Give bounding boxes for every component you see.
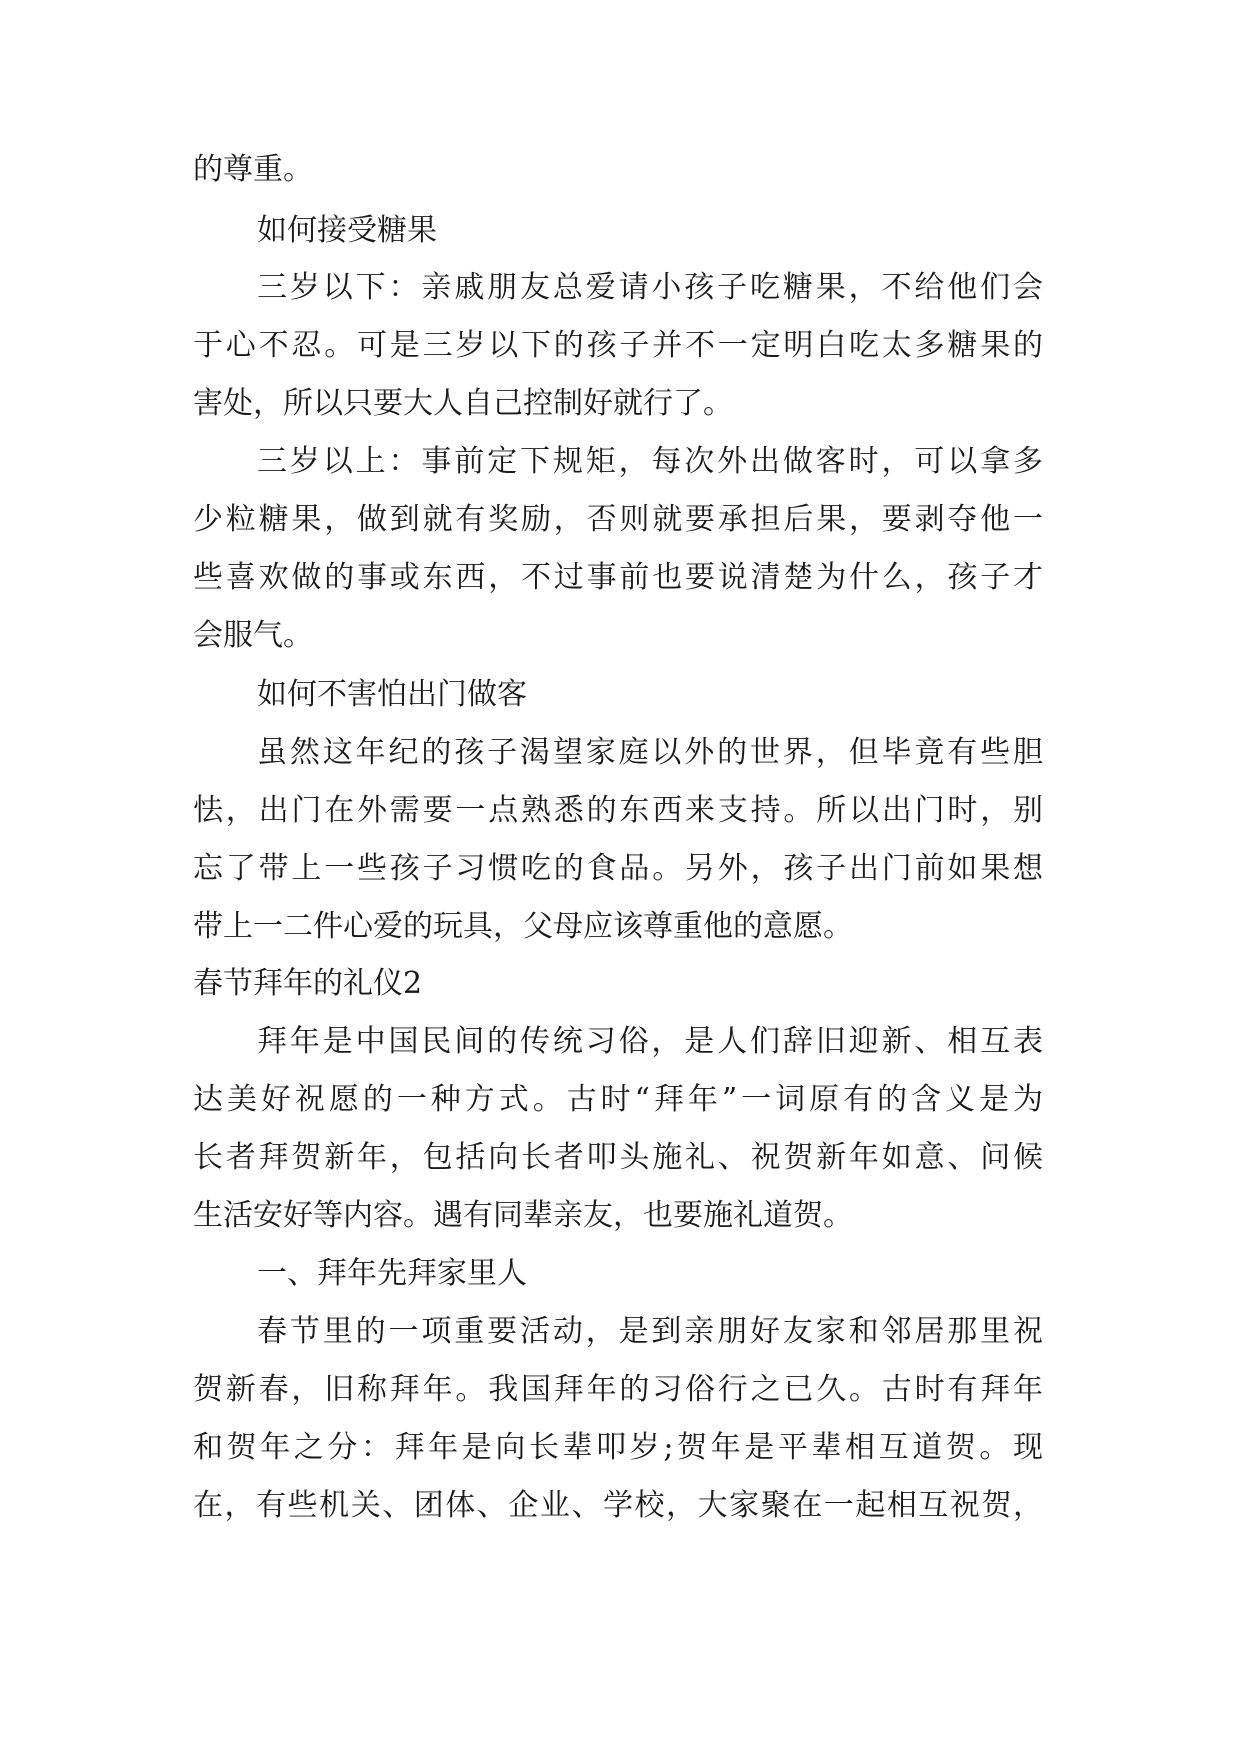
text-line: 生活安好等内容。遇有同辈亲友，也要施礼道贺。: [193, 1198, 853, 1233]
text-line: 长者拜贺新年，包括向长者叩头施礼、祝贺新年如意、问候: [193, 1140, 1043, 1175]
text-line: 的尊重。: [193, 152, 313, 187]
text-line: 于心不忍。可是三岁以下的孩子并不一定明白吃太多糖果的: [193, 328, 1043, 363]
text-line: 虽然这年纪的孩子渴望家庭以外的世界，但毕竟有些胆: [257, 735, 1043, 770]
text-line: 带上一二件心爱的玩具，父母应该尊重他的意愿。: [193, 909, 853, 944]
text-line: 三岁以上：事前定下规矩，每次外出做客时，可以拿多: [257, 444, 1043, 479]
text-line: 会服气。: [193, 618, 313, 653]
text-line: 贺新春，旧称拜年。我国拜年的习俗行之已久。古时有拜年: [193, 1372, 1043, 1407]
text-line: 拜年是中国民间的传统习俗，是人们辞旧迎新、相互表: [257, 1024, 1043, 1059]
text-line: 春节里的一项重要活动，是到亲朋好友家和邻居那里祝: [257, 1314, 1043, 1349]
section-heading: 一、拜年先拜家里人: [257, 1256, 527, 1291]
text-line: 达美好祝愿的一种方式。古时“拜年”一词原有的含义是为: [193, 1082, 1043, 1117]
section-heading: 如何接受糖果: [257, 213, 437, 248]
text-line: 和贺年之分：拜年是向长辈叩岁;贺年是平辈相互道贺。现: [193, 1430, 1043, 1465]
text-line: 三岁以下：亲戚朋友总爱请小孩子吃糖果，不给他们会: [257, 270, 1043, 305]
text-line: 害处，所以只要大人自己控制好就行了。: [193, 386, 733, 421]
text-line: 些喜欢做的事或东西，不过事前也要说清楚为什么，孩子才: [193, 560, 1043, 595]
article-title: 春节拜年的礼仪2: [193, 966, 423, 1001]
text-line: 怯，出门在外需要一点熟悉的东西来支持。所以出门时，别: [193, 793, 1043, 828]
section-heading: 如何不害怕出门做客: [257, 677, 527, 712]
text-line: 少粒糖果，做到就有奖励，否则就要承担后果，要剥夺他一: [193, 502, 1043, 537]
text-line: 忘了带上一些孩子习惯吃的食品。另外，孩子出门前如果想: [193, 851, 1043, 886]
text-line: 在，有些机关、团体、企业、学校，大家聚在一起相互祝贺，: [193, 1488, 1043, 1523]
